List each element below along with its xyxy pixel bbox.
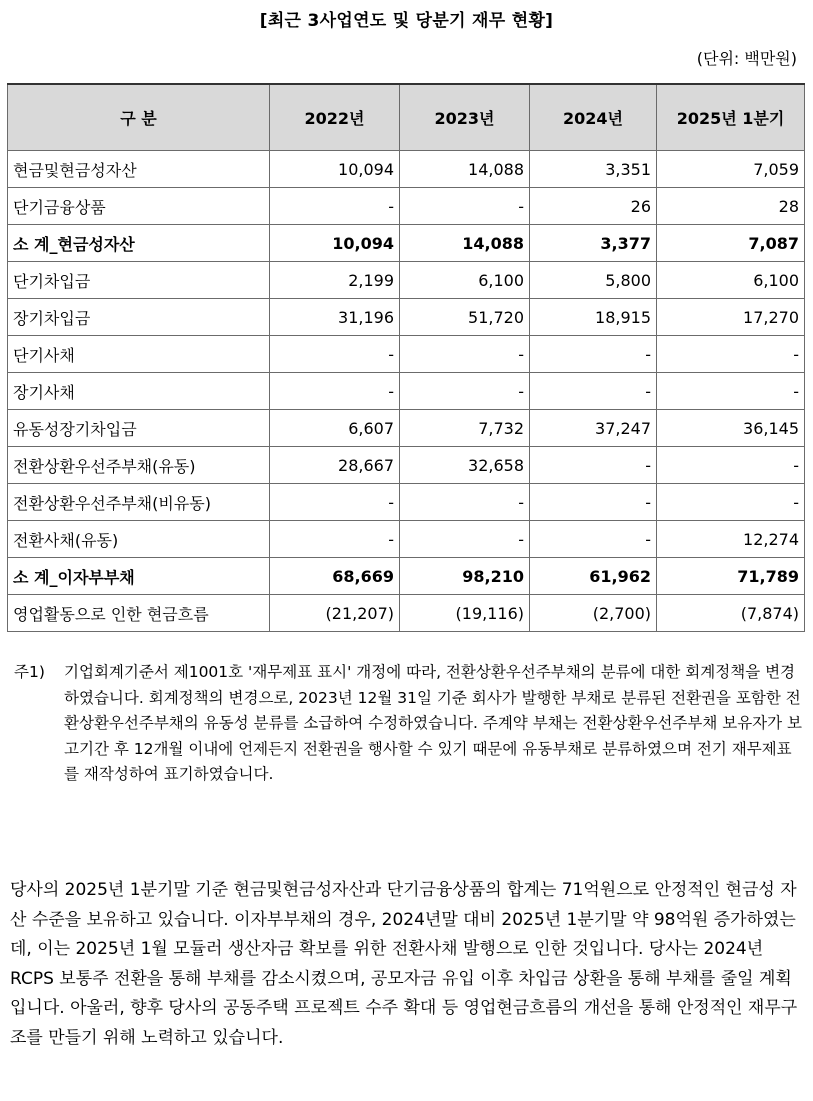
row-value: 31,196 bbox=[270, 299, 400, 336]
row-value: 14,088 bbox=[400, 225, 530, 262]
row-value: 51,720 bbox=[400, 299, 530, 336]
row-value: (2,700) bbox=[530, 595, 657, 632]
row-label: 전환상환우선주부채(유동) bbox=[8, 447, 270, 484]
financial-table bbox=[7, 83, 805, 632]
table-row bbox=[8, 336, 805, 373]
header-category: 구 분 bbox=[8, 84, 270, 151]
row-value: - bbox=[400, 484, 530, 521]
summary-paragraph: 당사의 2025년 1분기말 기준 현금및현금성자산과 단기금융상품의 합계는 71억원으로 안정적인 현금성 자산 수준을 보유하고 있습니다. 이자부부채의 경우, 2024년말 대비 2025년 1분기말 약 98억원 증가하였는데, 이는 2025년 1월 모듈러 생산자금 확보를 위한 전환사채 발행으로 인한 것입니다. 당사는 2024년 RCPS 보통주 전환을 통해 부채를 감소시켰으며, 공모자금 유입 이후 차입금 상환을 통해 부채를 줄일 계획입니다. 아울러, 향후 당사의 공동주택 프로젝트 수주 확대 등 영업현금흐름의 개선을 통해 안정적인 재무구조를 만들기 위해 노력하고 있습니다. bbox=[10, 880, 798, 1048]
table-row bbox=[8, 299, 805, 336]
row-value: 61,962 bbox=[530, 558, 657, 595]
document-title: [최근 3사업연도 및 당분기 재무 현황] bbox=[259, 11, 554, 31]
row-value: - bbox=[657, 484, 805, 521]
row-value: 28 bbox=[657, 188, 805, 225]
row-value: - bbox=[530, 447, 657, 484]
row-value: - bbox=[400, 373, 530, 410]
row-value: (21,207) bbox=[270, 595, 400, 632]
row-value: - bbox=[400, 336, 530, 373]
row-value: 37,247 bbox=[530, 410, 657, 447]
table-row bbox=[8, 225, 805, 262]
row-value: 98,210 bbox=[400, 558, 530, 595]
header-2022: 2022년 bbox=[270, 84, 400, 151]
table-row bbox=[8, 521, 805, 558]
row-label: 소 계_현금성자산 bbox=[8, 225, 270, 262]
row-value: 7,087 bbox=[657, 225, 805, 262]
row-value: 18,915 bbox=[530, 299, 657, 336]
row-value: 3,351 bbox=[530, 151, 657, 188]
unit-label: (단위: 백만원) bbox=[696, 49, 797, 68]
row-label: 영업활동으로 인한 현금흐름 bbox=[8, 595, 270, 632]
row-value: 7,059 bbox=[657, 151, 805, 188]
table-body bbox=[8, 151, 805, 632]
row-label: 장기사채 bbox=[8, 373, 270, 410]
row-value: 28,667 bbox=[270, 447, 400, 484]
table-row bbox=[8, 262, 805, 299]
row-label: 단기차입금 bbox=[8, 262, 270, 299]
row-value: 7,732 bbox=[400, 410, 530, 447]
row-label: 전환상환우선주부채(비유동) bbox=[8, 484, 270, 521]
footnote bbox=[14, 660, 804, 788]
row-value: - bbox=[270, 484, 400, 521]
header-2023: 2023년 bbox=[400, 84, 530, 151]
row-value: - bbox=[657, 447, 805, 484]
row-value: 71,789 bbox=[657, 558, 805, 595]
row-label: 단기금융상품 bbox=[8, 188, 270, 225]
row-value: 26 bbox=[530, 188, 657, 225]
row-value: 10,094 bbox=[270, 151, 400, 188]
row-value: (7,874) bbox=[657, 595, 805, 632]
table-row bbox=[8, 410, 805, 447]
row-label: 현금및현금성자산 bbox=[8, 151, 270, 188]
row-value: 14,088 bbox=[400, 151, 530, 188]
row-value: - bbox=[530, 484, 657, 521]
row-value: 6,100 bbox=[657, 262, 805, 299]
header-2025-q1: 2025년 1분기 bbox=[657, 84, 805, 151]
row-value: 3,377 bbox=[530, 225, 657, 262]
row-value: 17,270 bbox=[657, 299, 805, 336]
row-label: 유동성장기차입금 bbox=[8, 410, 270, 447]
table-row bbox=[8, 484, 805, 521]
table-row bbox=[8, 558, 805, 595]
header-2024: 2024년 bbox=[530, 84, 657, 151]
footnote-text: 기업회계기준서 제1001호 '재무제표 표시' 개정에 따라, 전환상환우선주부채의 분류에 대한 회계정책을 변경하였습니다. 회계정책의 변경으로, 2023년 12월 31일 기준 회사가 발행한 부채로 분류된 전환권을 포함한 전환상환우선주부채의 유동성 분류를 소급하여 수정하였습니다. 주계약 부채는 전환상환우선주부채 보유자가 보고기간 후 12개월 이내에 언제든지 전환권을 행사할 수 있기 때문에 유동부채로 분류하였으며 전기 재무제표를 재작성하여 표기하였습니다. bbox=[64, 663, 803, 783]
row-value: 32,658 bbox=[400, 447, 530, 484]
row-value: 10,094 bbox=[270, 225, 400, 262]
footnote-tag: 주1) bbox=[14, 663, 45, 681]
row-value: - bbox=[270, 188, 400, 225]
table-row bbox=[8, 595, 805, 632]
row-value: - bbox=[530, 336, 657, 373]
table-row bbox=[8, 151, 805, 188]
row-value: 5,800 bbox=[530, 262, 657, 299]
row-value: 6,100 bbox=[400, 262, 530, 299]
table-header-row bbox=[8, 84, 805, 151]
table-row bbox=[8, 188, 805, 225]
table-row bbox=[8, 373, 805, 410]
row-value: - bbox=[270, 373, 400, 410]
row-value: - bbox=[400, 521, 530, 558]
row-value: 12,274 bbox=[657, 521, 805, 558]
row-value: - bbox=[530, 521, 657, 558]
row-value: - bbox=[530, 373, 657, 410]
row-value: - bbox=[657, 336, 805, 373]
row-value: 36,145 bbox=[657, 410, 805, 447]
row-label: 장기차입금 bbox=[8, 299, 270, 336]
row-label: 소 계_이자부부채 bbox=[8, 558, 270, 595]
row-value: - bbox=[657, 373, 805, 410]
row-value: (19,116) bbox=[400, 595, 530, 632]
row-value: 68,669 bbox=[270, 558, 400, 595]
row-label: 전환사채(유동) bbox=[8, 521, 270, 558]
row-label: 단기사채 bbox=[8, 336, 270, 373]
row-value: - bbox=[270, 336, 400, 373]
table-row bbox=[8, 447, 805, 484]
row-value: - bbox=[270, 521, 400, 558]
row-value: 6,607 bbox=[270, 410, 400, 447]
row-value: - bbox=[400, 188, 530, 225]
row-value: 2,199 bbox=[270, 262, 400, 299]
